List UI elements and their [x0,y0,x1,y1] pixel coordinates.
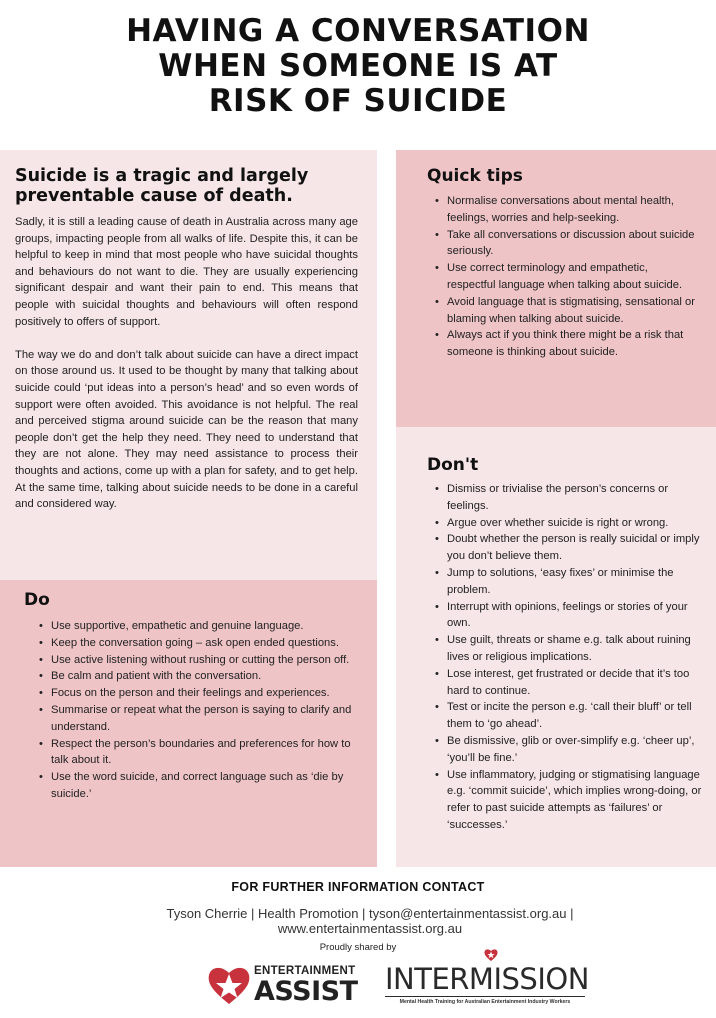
do-heading: Do [24,590,50,610]
ea-logo-top-text: ENTERTAINMENT [254,965,356,977]
tip-item: • Always act if you think there might be a risk that someone is thinking about suicide. [435,327,697,361]
do-item: • Keep the conversation going – ask open ended questions. [39,635,359,652]
do-item: • Summarise or repeat what the person is saying to clarify and understand. [39,702,359,736]
do-item: • Use supportive, empathetic and genuine language. [39,618,359,635]
do-item: • Respect the person’s boundaries and preferences for how to talk about it. [39,736,359,770]
contact-heading: FOR FURTHER INFORMATION CONTACT [231,880,485,894]
quick-tips-heading: Quick tips [427,166,523,186]
heart-star-icon [206,964,252,1006]
dont-item: • Doubt whether the person is really suicidal or imply you don’t believe them. [435,531,705,565]
intro-heading: Suicide is a tragic and largely preventable cause of death. [15,166,309,206]
shared-by-label: Proudly shared by [319,942,397,953]
dont-item: • Argue over whether suicide is right or wrong. [435,515,705,532]
do-list [39,618,359,803]
title-line-3: RISK OF SUICIDE [208,83,508,119]
tip-item: • Use correct terminology and empathetic, respectful language when talking about suicide. [435,260,697,294]
contact-details[interactable]: Tyson Cherrie | Health Promotion | tyson@entertainmentassist.org.au | www.entertainmentassist.org.au [166,906,574,936]
intro-paragraph-1: Sadly, it is still a leading cause of death in Australia across many age groups, impacting people from all walks of life. Despite this, it can be helpful to keep in mind that most people who have suicidal thoughts and behaviours do not want to die. They are usually experiencing significant despair and want their pain to end. This means that people with suicidal thoughts and behaviours will often respond positively to offers of support. [15,216,358,328]
dont-item: • Lose interest, get frustrated or decide that it’s too hard to continue. [435,666,705,700]
dont-panel [396,427,716,867]
dont-item: • Use inflammatory, judging or stigmatising language e.g. ‘commit suicide’, which implies wrong-doing, or refer to past suicide attempts as ‘failures’ or ‘successes.’ [435,767,705,834]
do-panel [0,580,377,867]
intro-body [15,214,358,513]
title-line-1: HAVING A CONVERSATION [126,13,590,49]
intermission-logo [385,948,589,1010]
heart-icon [484,948,498,962]
intermission-wordmark: INTERMISSION [385,962,589,996]
do-item: • Use the word suicide, and correct language such as ‘die by suicide.’ [39,769,359,803]
quick-tips-panel [396,150,716,427]
dont-item: • Be dismissive, glib or over-simplify e.g. ‘cheer up’, ‘you’ll be fine.’ [435,733,705,767]
dont-item: • Dismiss or trivialise the person’s concerns or feelings. [435,481,705,515]
dont-heading: Don't [427,455,479,475]
tip-item: • Avoid language that is stigmatising, sensational or blaming when talking about suicide. [435,294,697,328]
do-item: • Focus on the person and their feelings and experiences. [39,685,359,702]
do-item: • Use active listening without rushing or cutting the person off. [39,652,359,669]
tip-item: • Take all conversations or discussion about suicide seriously. [435,227,697,261]
dont-item: • Test or incite the person e.g. ‘call their bluff’ or tell them to ‘go ahead’. [435,699,705,733]
page-title [0,14,716,119]
dont-item: • Use guilt, threats or shame e.g. talk about ruining lives or religious implications. [435,632,705,666]
entertainment-assist-logo [206,962,366,1008]
dont-list [435,481,705,834]
intermission-tagline: Mental Health Training for Australian Entertainment Industry Workers [399,999,571,1005]
quick-tips-list [435,193,697,361]
dont-item: • Jump to solutions, ‘easy fixes’ or minimise the problem. [435,565,705,599]
do-item: • Be calm and patient with the conversation. [39,668,359,685]
title-line-2: WHEN SOMEONE IS AT [158,48,558,84]
ea-logo-bottom-text: ASSIST [254,976,358,1007]
intro-panel [0,150,377,580]
intro-paragraph-2: The way we do and don’t talk about suicide can have a direct impact on those around us. It used to be thought by many that talking about suicide could ‘put ideas into a person’s head’ and so even words of support were often avoided. This avoidance is not helpful. The real and perceived stigma around suicide can be the reason that many people don’t get the help they need. They need to understand that they are not alone. They may need assistance to process their thoughts and actions, come up with a plan for safety, and to get help. At the same time, talking about suicide needs to be done in a careful and considered way. [15,348,358,511]
tip-item: • Normalise conversations about mental health, feelings, worries and help-seeking. [435,193,697,227]
dont-item: • Interrupt with opinions, feelings or stories of your own. [435,599,705,633]
